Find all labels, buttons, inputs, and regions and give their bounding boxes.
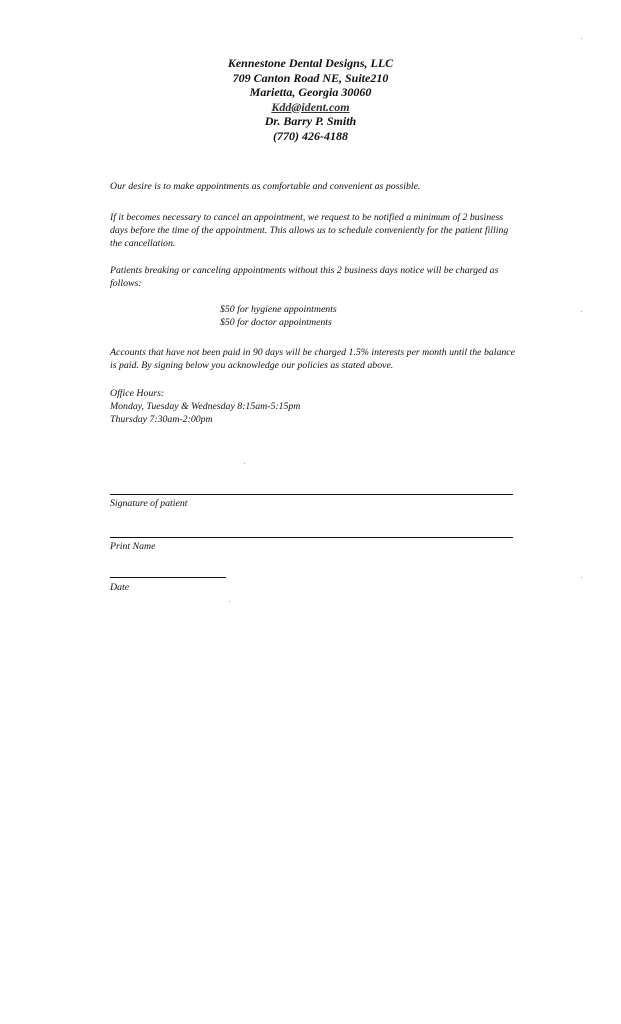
print-name-line[interactable] [110, 537, 513, 538]
print-name-label: Print Name [110, 541, 156, 552]
accounts-paragraph: Accounts that have not been paid in 90 days will be charged 1.5% interests per month until the balance is paid. By signing below you acknowledge our policies as stated above. [110, 347, 515, 371]
doctor-name: Dr. Barry P. Smith [264, 114, 357, 128]
city-state-zip: Marietta, Georgia 30060 [249, 85, 372, 99]
office-hours [110, 387, 410, 426]
office-hours-weekdays: Monday, Tuesday & Wednesday 8:15am-5:15pm [110, 401, 301, 412]
email-link[interactable]: Kdd@ident.com [271, 99, 350, 114]
scan-speck [581, 38, 582, 39]
patient-signature-label: Signature of patient [110, 498, 188, 509]
date-label: Date [110, 582, 130, 593]
office-hours-thursday: Thursday 7:30am-2:00pm [110, 414, 213, 425]
letterhead [0, 56, 621, 143]
date-line[interactable] [110, 577, 226, 578]
fee-list [220, 303, 420, 329]
scan-speck [581, 577, 582, 578]
breaking-paragraph: Patients breaking or canceling appointments without this 2 business days notice will be charged as follows: [110, 265, 499, 289]
company-name: Kennestone Dental Designs, LLC [227, 56, 394, 70]
phone-number: (770) 426-4188 [273, 128, 348, 143]
cancellation-paragraph: If it becomes necessary to cancel an appointment, we request to be notified a minimum of 2 business days before the time of the appointment. This allows us to schedule conveniently for the patient filling the cancellation. [110, 212, 509, 249]
fee-doctor: $50 for doctor appointments [220, 317, 332, 328]
scan-speck [229, 601, 230, 602]
desire-paragraph: Our desire is to make appointments as comfortable and convenient as possible. [110, 181, 421, 192]
office-hours-title: Office Hours: [110, 388, 165, 399]
patient-signature-line[interactable] [110, 494, 513, 495]
street-address: 709 Canton Road NE, Suite210 [232, 70, 389, 85]
fee-hygiene: $50 for hygiene appointments [220, 304, 337, 315]
scan-speck [581, 311, 582, 312]
scan-speck [244, 463, 245, 464]
